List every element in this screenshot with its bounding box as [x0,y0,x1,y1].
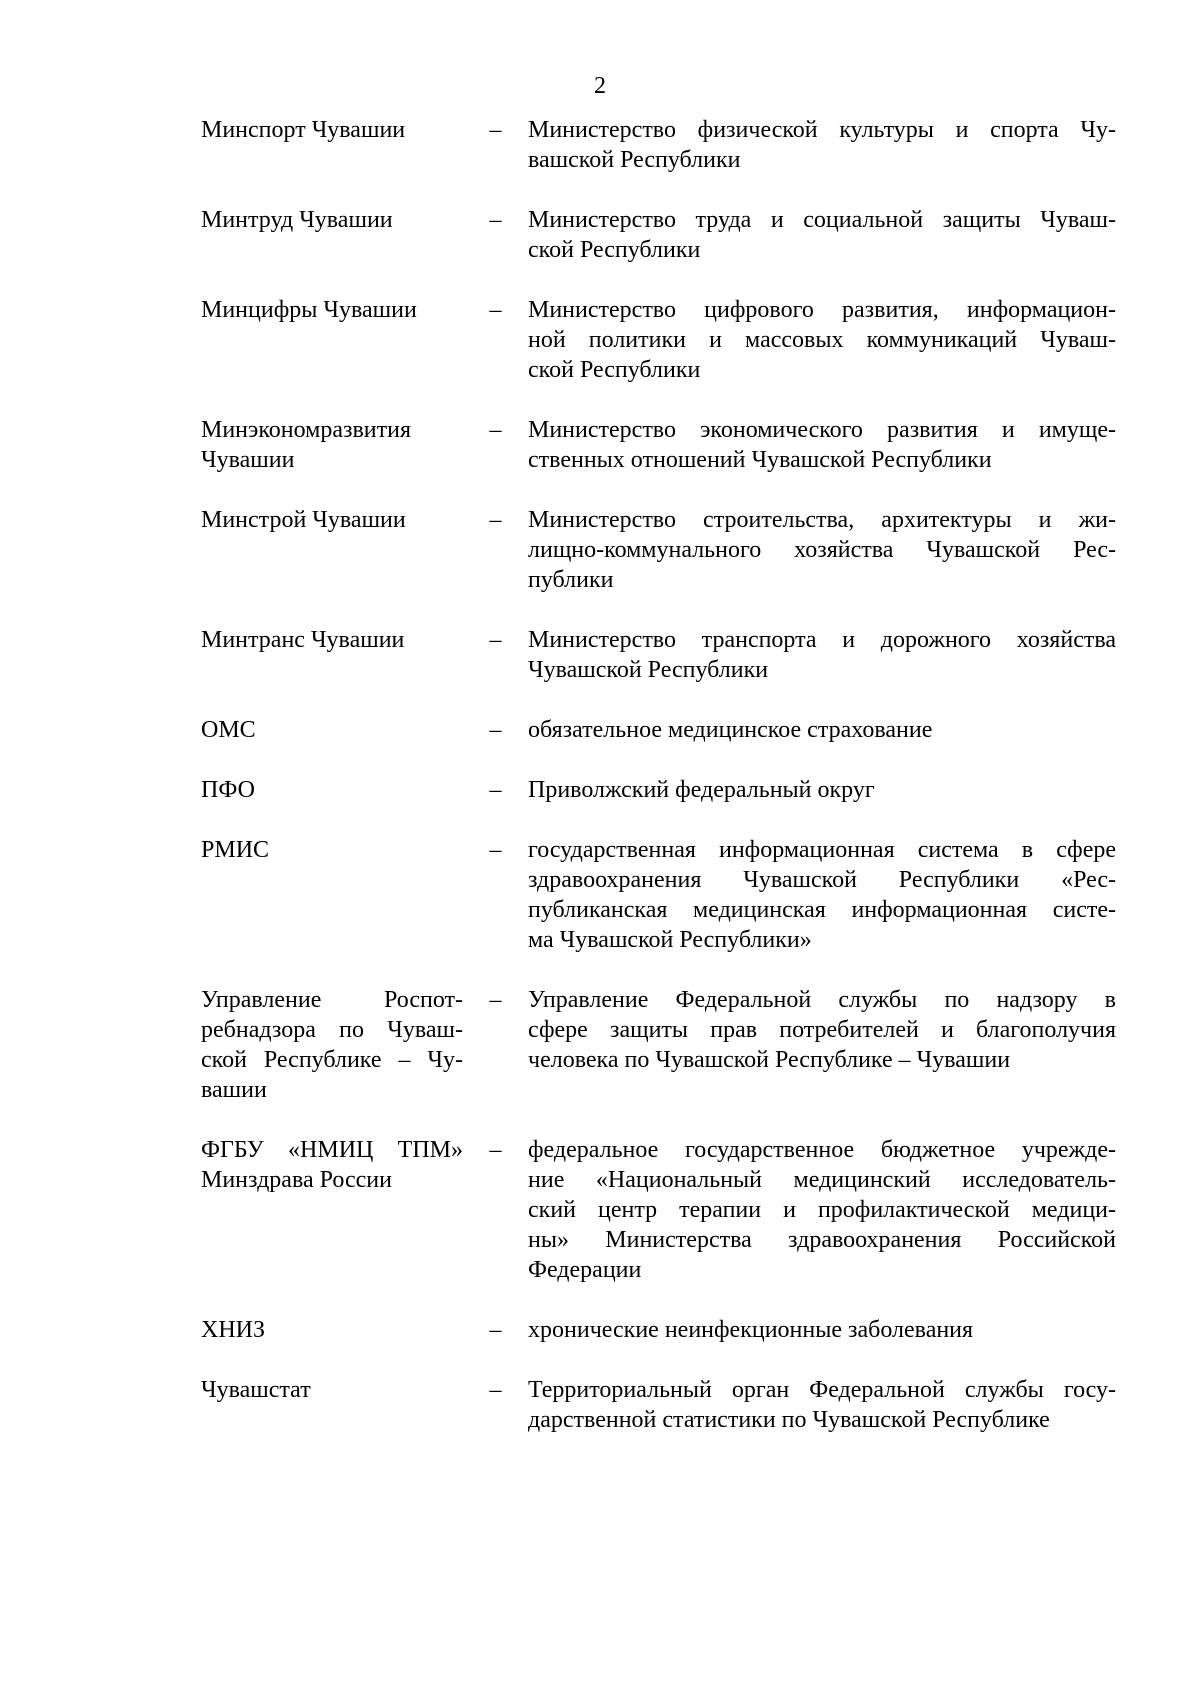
abbreviation-list [201,115,1116,1465]
abbreviation-definition-line: ской Республики [528,237,701,263]
abbreviation-term-line: Минэкономразвития [201,417,412,443]
abbreviation-definition [528,1315,1116,1345]
abbreviation-term [201,1375,463,1405]
abbreviation-definition-line: Федерации [528,1257,642,1283]
abbreviation-definition-line: ский центр терапии и профилактической медици- [528,1197,1116,1223]
dash-separator: – [489,777,502,803]
abbreviation-definition-line: Территориальный орган Федеральной службы госу- [528,1377,1116,1403]
abbreviation-term-line: РМИС [201,837,270,863]
dash-separator: – [489,297,502,323]
abbreviation-definition-line: дарственной статистики по Чувашской Республике [528,1407,1050,1433]
dash-separator: – [489,1377,502,1403]
abbreviation-definition [528,835,1116,955]
abbreviation-definition [528,775,1116,805]
abbreviation-definition [528,985,1116,1075]
abbreviation-entry [201,775,1116,805]
abbreviation-entry [201,205,1116,265]
abbreviation-term-line: Минздрава России [201,1167,392,1193]
dash-separator: – [489,987,502,1013]
abbreviation-definition-line: человека по Чувашской Республике – Чувашии [528,1047,1011,1073]
dash-separator: – [489,837,502,863]
abbreviation-definition-line: Чувашской Республики [528,657,769,683]
abbreviation-definition-line: Министерство строительства, архитектуры и жи- [528,507,1116,533]
abbreviation-definition [528,295,1116,385]
abbreviation-term [201,985,463,1105]
abbreviation-definition-line: хронические неинфекционные заболевания [528,1317,974,1343]
abbreviation-term-line: Минспорт Чувашии [201,117,406,143]
abbreviation-term [201,775,463,805]
abbreviation-term [201,115,463,145]
abbreviation-term-line: ПФО [201,777,255,803]
abbreviation-term [201,625,463,655]
page-number: 2 [594,73,606,99]
abbreviation-term-line: Минтруд Чувашии [201,207,393,233]
abbreviation-entry [201,415,1116,475]
abbreviation-entry [201,1375,1116,1435]
abbreviation-entry [201,505,1116,595]
dash-separator: – [489,207,502,233]
abbreviation-term-line: Чувашии [201,447,295,473]
abbreviation-definition-line: здравоохранения Чувашской Республики «Рес- [528,867,1116,893]
dash-separator: – [489,117,502,143]
abbreviation-definition [528,205,1116,265]
abbreviation-definition-line: государственная информационная система в сфере [528,837,1116,863]
abbreviation-definition-line: ма Чувашской Республики» [528,927,812,953]
abbreviation-definition-line: ственных отношений Чувашской Республики [528,447,992,473]
abbreviation-entry [201,835,1116,955]
abbreviation-term-line: Управление Роспот- [201,987,463,1013]
abbreviation-term [201,415,463,475]
abbreviation-definition [528,715,1116,745]
abbreviation-definition-line: лищно-коммунального хозяйства Чувашской Рес- [528,537,1116,563]
abbreviation-term-line: ХНИЗ [201,1317,266,1343]
abbreviation-definition-line: ние «Национальный медицинский исследователь- [528,1167,1116,1193]
abbreviation-term [201,1315,463,1345]
abbreviation-term-line: Минстрой Чувашии [201,507,406,533]
abbreviation-term-line: Минтранс Чувашии [201,627,405,653]
dash-separator: – [489,417,502,443]
abbreviation-term [201,715,463,745]
abbreviation-entry [201,115,1116,175]
abbreviation-definition-line: ской Республики [528,357,701,383]
abbreviation-definition-line: Управление Федеральной службы по надзору в [528,987,1116,1013]
abbreviation-definition-line: публиканская медицинская информационная систе- [528,897,1116,923]
dash-separator: – [489,507,502,533]
abbreviation-term-line: вашии [201,1077,267,1103]
abbreviation-term-line: ребнадзора по Чуваш- [201,1017,463,1043]
abbreviation-term [201,835,463,865]
abbreviation-entry [201,985,1116,1105]
abbreviation-definition-line: Министерство физической культуры и спорта Чу- [528,117,1116,143]
abbreviation-term [201,505,463,535]
dash-separator: – [489,717,502,743]
abbreviation-term-line: ОМС [201,717,256,743]
dash-separator: – [489,1317,502,1343]
abbreviation-definition-line: ной политики и массовых коммуникаций Чуваш- [528,327,1116,353]
abbreviation-definition-line: Министерство транспорта и дорожного хозяйства [528,627,1116,653]
abbreviation-definition-line: сфере защиты прав потребителей и благополучия [528,1017,1116,1043]
abbreviation-term [201,205,463,235]
dash-separator: – [489,627,502,653]
abbreviation-term [201,1135,463,1195]
abbreviation-definition-line: обязательное медицинское страхование [528,717,933,743]
abbreviation-term-line: ФГБУ «НМИЦ ТПМ» [201,1137,463,1163]
abbreviation-definition-line: вашской Республики [528,147,741,173]
abbreviation-definition-line: Министерство цифрового развития, информацион- [528,297,1116,323]
abbreviation-definition-line: ны» Министерства здравоохранения Российской [528,1227,1116,1253]
abbreviation-term-line: Чувашстат [201,1377,311,1403]
abbreviation-entry [201,625,1116,685]
abbreviation-definition-line: федеральное государственное бюджетное учрежде- [528,1137,1116,1163]
abbreviation-entry [201,295,1116,385]
abbreviation-definition-line: публики [528,567,614,593]
abbreviation-entry [201,715,1116,745]
abbreviation-term-line: ской Республике – Чу- [201,1047,463,1073]
abbreviation-definition [528,505,1116,595]
abbreviation-definition [528,115,1116,175]
abbreviation-definition [528,1135,1116,1285]
abbreviation-definition-line: Министерство экономического развития и имуще- [528,417,1116,443]
abbreviation-term-line: Минцифры Чувашии [201,297,417,323]
abbreviation-entry [201,1135,1116,1285]
abbreviation-definition [528,415,1116,475]
abbreviation-term [201,295,463,325]
abbreviation-entry [201,1315,1116,1345]
abbreviation-definition-line: Министерство труда и социальной защиты Чуваш- [528,207,1116,233]
abbreviation-definition [528,1375,1116,1435]
abbreviation-definition-line: Приволжский федеральный округ [528,777,875,803]
abbreviation-definition [528,625,1116,685]
dash-separator: – [489,1137,502,1163]
